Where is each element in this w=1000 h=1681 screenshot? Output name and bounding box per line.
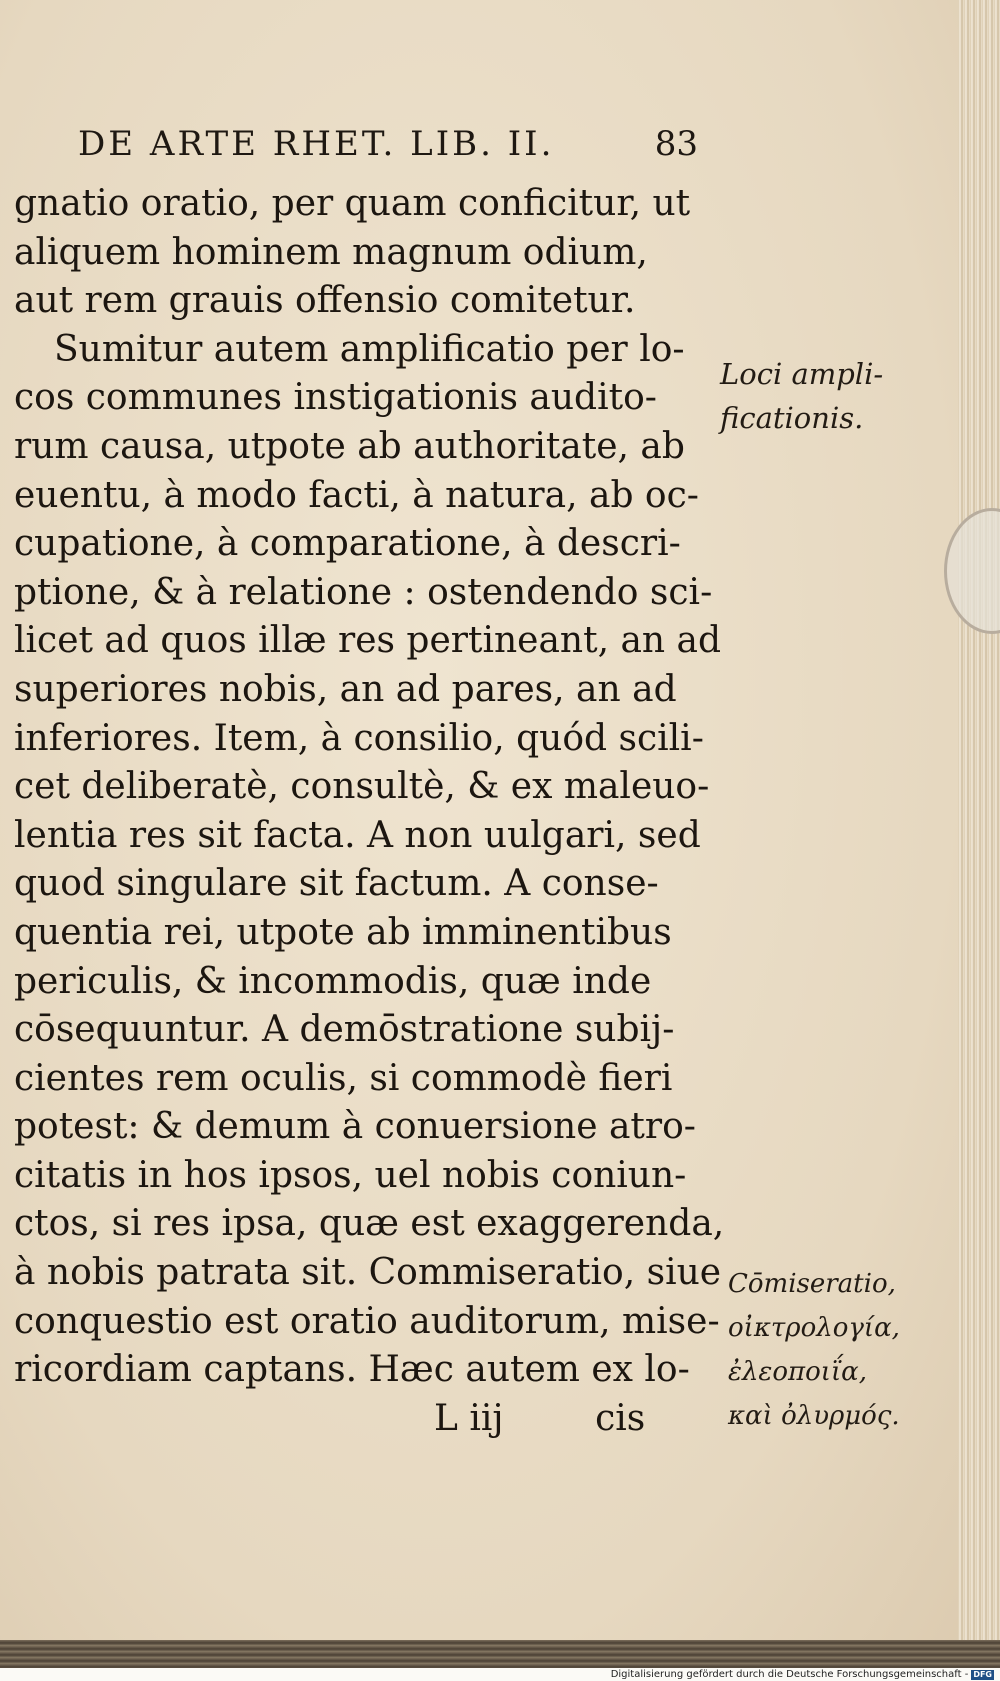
text-line: quentia rei, utpote ab imminentibus — [14, 911, 672, 953]
text-line: cientes rem oculis, si commodè fieri — [14, 1057, 673, 1099]
text-line: conquestio est oratio auditorum, mise- — [14, 1300, 720, 1342]
text-line: euentu, à modo facti, à natura, ab oc- — [14, 474, 699, 516]
running-head — [78, 124, 698, 170]
text-line: lentia res sit facta. A non uulgari, sed — [14, 814, 701, 856]
text-line: aliquem hominem magnum odium, — [14, 231, 648, 273]
text-line: ptione, & à relatione : ostendendo sci- — [14, 571, 713, 613]
margin-note-line: Cōmiseratio, — [728, 1269, 896, 1299]
margin-note-line: καὶ ὀλυρμός. — [728, 1401, 900, 1431]
text-line: superiores nobis, an ad pares, an ad — [14, 668, 677, 710]
text-line: aut rem grauis offensio comitetur. — [14, 280, 636, 322]
text-line: licet ad quos illæ res pertineant, an ad — [14, 620, 722, 662]
catchword-line: L iij cis — [434, 1397, 646, 1439]
text-line: cupatione, à comparatione, à descri- — [14, 523, 681, 565]
footer-bar — [0, 1668, 1000, 1681]
text-line: Sumitur autem amplificatio per lo- — [54, 328, 685, 370]
footer-credit — [611, 1668, 994, 1681]
book-bottom-edge — [0, 1640, 1000, 1668]
margin-note-loci — [720, 352, 883, 440]
margin-note-line: ἐλεοποιΐα, — [728, 1357, 867, 1387]
margin-note-commiseratio — [728, 1262, 900, 1438]
text-line: potest: & demum à conuersione atro- — [14, 1106, 696, 1148]
text-line: ctos, si res ipsa, quæ est exaggerenda, — [14, 1203, 725, 1245]
text-line: cos communes instigationis audito- — [14, 377, 657, 419]
text-line: gnatio oratio, per quam conficitur, ut — [14, 183, 691, 224]
text-line: ricordiam captans. Hæc autem ex lo- — [14, 1349, 690, 1391]
text-line: citatis in hos ipsos, uel nobis coniun- — [14, 1154, 687, 1196]
book-fore-edge — [958, 0, 1000, 1668]
margin-note-line: Loci ampli- — [720, 357, 884, 391]
folio-number: 83 — [654, 124, 698, 164]
text-line: cōsequuntur. A demōstratione subij- — [14, 1009, 675, 1051]
text-line: à nobis patrata sit. Commiseratio, siue — [14, 1252, 722, 1294]
margin-note-line: οἰκτρολογία, — [728, 1313, 900, 1343]
footer-credit-text: Digitalisierung gefördert durch die Deutsche Forschungsgemeinschaft - — [610, 1669, 969, 1680]
dfg-logo-icon: DFG — [973, 1669, 992, 1679]
text-line: inferiores. Item, à consilio, quód scili- — [14, 717, 704, 759]
text-line: rum causa, utpote ab authoritate, ab — [14, 425, 685, 467]
text-line: cet deliberatè, consultè, & ex maleuo- — [14, 766, 710, 808]
body-text — [14, 180, 725, 1443]
margin-note-line: ficationis. — [720, 401, 864, 435]
text-line: quod singulare sit factum. A conse- — [14, 863, 659, 905]
text-line: periculis, & incommodis, quæ inde — [14, 960, 652, 1002]
running-head-title: DE ARTE RHET. LIB. II. — [78, 124, 555, 164]
